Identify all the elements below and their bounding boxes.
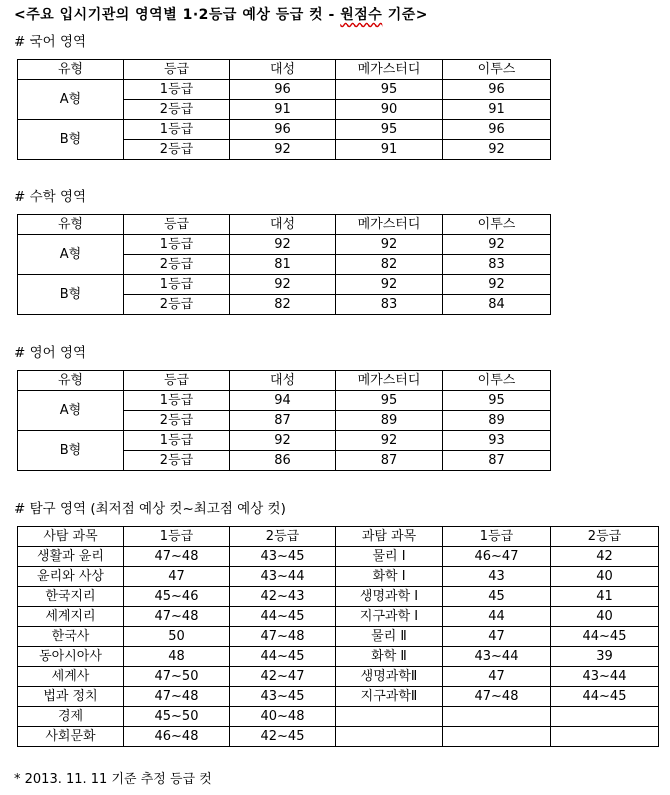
score-cell: 92: [230, 235, 336, 255]
grade-cell: 1등급: [124, 235, 230, 255]
korean-section-heading: # 국어 영역: [14, 34, 87, 50]
table-row: [18, 667, 659, 687]
score-cell: 44~45: [551, 627, 659, 647]
score-cell: 47~48: [124, 607, 230, 627]
score-cell: 96: [230, 80, 336, 100]
table-row: [18, 120, 551, 140]
score-cell: 43~45: [230, 547, 336, 567]
grade-cell: 2등급: [124, 411, 230, 431]
score-cell: 87: [336, 451, 443, 471]
column-header: 메가스터디: [336, 371, 443, 391]
korean-cut-table: [17, 59, 551, 160]
subject-cell: 생활과 윤리: [18, 547, 124, 567]
score-cell: [551, 707, 659, 727]
score-cell: 43: [443, 567, 551, 587]
type-cell: A형: [18, 391, 124, 431]
score-cell: 44~45: [230, 647, 336, 667]
score-cell: 47: [124, 567, 230, 587]
score-cell: 92: [443, 275, 551, 295]
score-cell: 95: [336, 391, 443, 411]
column-header: 유형: [18, 60, 124, 80]
math-cut-table: [17, 214, 551, 315]
table-row: [18, 687, 659, 707]
score-cell: 42~45: [230, 727, 336, 747]
type-cell: B형: [18, 431, 124, 471]
score-cell: 91: [336, 140, 443, 160]
score-cell: 92: [336, 235, 443, 255]
inquiry-section-heading: # 탐구 영역 (최저점 예상 컷~최고점 예상 컷): [14, 501, 286, 517]
score-cell: 82: [230, 295, 336, 315]
subject-cell: 법과 정치: [18, 687, 124, 707]
score-cell: 91: [443, 100, 551, 120]
score-cell: [443, 727, 551, 747]
score-cell: 47~50: [124, 667, 230, 687]
type-cell: A형: [18, 235, 124, 275]
score-cell: [443, 707, 551, 727]
grade-cell: 2등급: [124, 451, 230, 471]
table-row: [18, 235, 551, 255]
table-row: [18, 727, 659, 747]
score-cell: 42~47: [230, 667, 336, 687]
column-header: 등급: [124, 371, 230, 391]
subject-cell: 경제: [18, 707, 124, 727]
score-cell: 81: [230, 255, 336, 275]
score-cell: 91: [230, 100, 336, 120]
score-cell: 83: [336, 295, 443, 315]
score-cell: 40: [551, 607, 659, 627]
table-row: [18, 547, 659, 567]
column-header: 대성: [230, 215, 336, 235]
column-header: 이투스: [443, 60, 551, 80]
subject-cell: 한국지리: [18, 587, 124, 607]
english-cut-table: [17, 370, 551, 471]
score-cell: 42: [551, 547, 659, 567]
document-title: [14, 4, 428, 24]
table-row: [18, 647, 659, 667]
subject-cell: 사회문화: [18, 727, 124, 747]
table-row: [18, 587, 659, 607]
subject-cell: 한국사: [18, 627, 124, 647]
table-row: [18, 627, 659, 647]
score-cell: 47~48: [124, 687, 230, 707]
column-header: 이투스: [443, 215, 551, 235]
score-cell: 47~48: [230, 627, 336, 647]
grade-cell: 1등급: [124, 275, 230, 295]
column-header: 등급: [124, 215, 230, 235]
table-row: [18, 567, 659, 587]
column-header: 과탐 과목: [336, 527, 443, 547]
score-cell: 47~48: [443, 687, 551, 707]
score-cell: 43~44: [443, 647, 551, 667]
table-row: [18, 707, 659, 727]
score-cell: 87: [230, 411, 336, 431]
score-cell: 96: [443, 80, 551, 100]
score-cell: 46~48: [124, 727, 230, 747]
inquiry-cut-table: [17, 526, 659, 747]
math-section-heading: # 수학 영역: [14, 189, 87, 205]
table-row: [18, 391, 551, 411]
subject-cell: 동아시아사: [18, 647, 124, 667]
score-cell: 96: [443, 120, 551, 140]
score-cell: 46~47: [443, 547, 551, 567]
table-row: [18, 607, 659, 627]
grade-cell: 2등급: [124, 295, 230, 315]
header-row: [18, 60, 551, 80]
score-cell: 83: [443, 255, 551, 275]
table-row: [18, 80, 551, 100]
grade-cell: 2등급: [124, 100, 230, 120]
subject-cell: 지구과학Ⅱ: [336, 687, 443, 707]
score-cell: 45~46: [124, 587, 230, 607]
score-cell: 47~48: [124, 547, 230, 567]
table-row: [18, 431, 551, 451]
subject-cell: 세계사: [18, 667, 124, 687]
score-cell: 92: [230, 140, 336, 160]
score-cell: 92: [336, 275, 443, 295]
column-header: 1등급: [124, 527, 230, 547]
score-cell: 44~45: [230, 607, 336, 627]
subject-cell: 생명과학 I: [336, 587, 443, 607]
grade-cell: 1등급: [124, 80, 230, 100]
score-cell: 86: [230, 451, 336, 471]
score-cell: 92: [443, 140, 551, 160]
score-cell: 82: [336, 255, 443, 275]
score-cell: 95: [336, 80, 443, 100]
score-cell: 92: [443, 235, 551, 255]
header-row: [18, 371, 551, 391]
score-cell: 90: [336, 100, 443, 120]
score-cell: 45~50: [124, 707, 230, 727]
score-cell: [551, 727, 659, 747]
subject-cell: 생명과학Ⅱ: [336, 667, 443, 687]
table-row: [18, 275, 551, 295]
type-cell: A형: [18, 80, 124, 120]
score-cell: 92: [230, 275, 336, 295]
subject-cell: 윤리와 사상: [18, 567, 124, 587]
column-header: 대성: [230, 371, 336, 391]
score-cell: 43~44: [551, 667, 659, 687]
type-cell: B형: [18, 120, 124, 160]
column-header: 등급: [124, 60, 230, 80]
subject-cell: [336, 707, 443, 727]
grade-cell: 1등급: [124, 391, 230, 411]
column-header: 대성: [230, 60, 336, 80]
score-cell: 94: [230, 391, 336, 411]
column-header: 메가스터디: [336, 60, 443, 80]
grade-cell: 1등급: [124, 431, 230, 451]
subject-cell: 물리 Ⅱ: [336, 627, 443, 647]
subject-cell: 화학 I: [336, 567, 443, 587]
title-tail: 기준>: [382, 7, 428, 23]
subject-cell: 화학 Ⅱ: [336, 647, 443, 667]
column-header: 메가스터디: [336, 215, 443, 235]
score-cell: 47: [443, 667, 551, 687]
score-cell: 40: [551, 567, 659, 587]
score-cell: 39: [551, 647, 659, 667]
score-cell: 45: [443, 587, 551, 607]
score-cell: 84: [443, 295, 551, 315]
column-header: 유형: [18, 371, 124, 391]
footnote: * 2013. 11. 11 기준 추정 등급 컷: [14, 772, 212, 787]
score-cell: 92: [336, 431, 443, 451]
header-row: [18, 527, 659, 547]
subject-cell: 세계지리: [18, 607, 124, 627]
column-header: 유형: [18, 215, 124, 235]
score-cell: 89: [443, 411, 551, 431]
english-section-heading: # 영어 영역: [14, 345, 87, 361]
subject-cell: [336, 727, 443, 747]
score-cell: 87: [443, 451, 551, 471]
score-cell: 40~48: [230, 707, 336, 727]
column-header: 이투스: [443, 371, 551, 391]
subject-cell: 물리 I: [336, 547, 443, 567]
title-main: <주요 입시기관의 영역별 1·2등급 예상 등급 컷 -: [14, 7, 341, 23]
score-cell: 43~45: [230, 687, 336, 707]
subject-cell: 지구과학 I: [336, 607, 443, 627]
score-cell: 42~43: [230, 587, 336, 607]
score-cell: 96: [230, 120, 336, 140]
grade-cell: 2등급: [124, 140, 230, 160]
column-header: 2등급: [551, 527, 659, 547]
column-header: 1등급: [443, 527, 551, 547]
score-cell: 41: [551, 587, 659, 607]
title-underlined: 원점수: [340, 7, 383, 23]
score-cell: 50: [124, 627, 230, 647]
score-cell: 48: [124, 647, 230, 667]
score-cell: 92: [230, 431, 336, 451]
grade-cell: 1등급: [124, 120, 230, 140]
score-cell: 95: [336, 120, 443, 140]
score-cell: 44: [443, 607, 551, 627]
score-cell: 43~44: [230, 567, 336, 587]
column-header: 사탐 과목: [18, 527, 124, 547]
grade-cell: 2등급: [124, 255, 230, 275]
score-cell: 47: [443, 627, 551, 647]
column-header: 2등급: [230, 527, 336, 547]
score-cell: 44~45: [551, 687, 659, 707]
score-cell: 93: [443, 431, 551, 451]
score-cell: 89: [336, 411, 443, 431]
header-row: [18, 215, 551, 235]
type-cell: B형: [18, 275, 124, 315]
score-cell: 95: [443, 391, 551, 411]
